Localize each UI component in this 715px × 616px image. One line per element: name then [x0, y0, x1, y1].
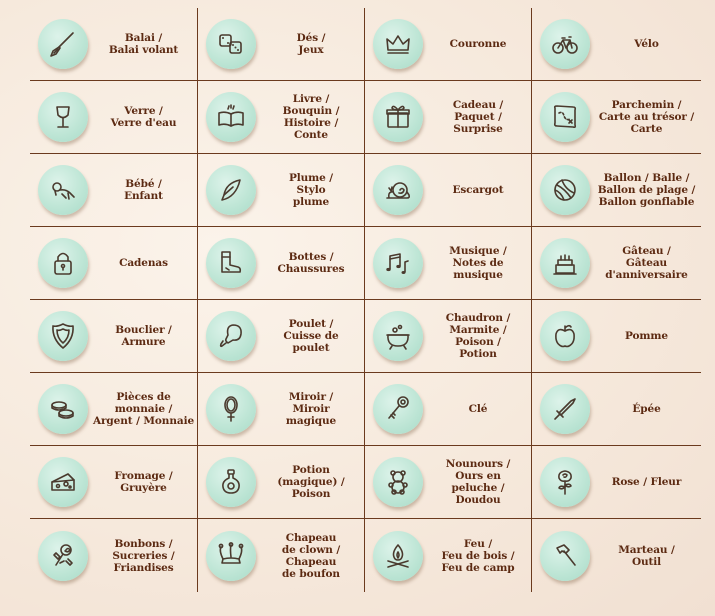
vocab-label: Pièces de monnaie / Argent / Monnaie — [92, 391, 195, 427]
vocab-cell — [198, 519, 365, 592]
glass-icon — [38, 92, 88, 142]
teddy-bear-icon — [373, 457, 423, 507]
hammer-icon — [540, 531, 590, 581]
boots-icon — [206, 238, 256, 288]
broom-icon — [38, 19, 88, 69]
music-notes-icon — [373, 238, 423, 288]
vocab-label: Épée — [632, 403, 661, 415]
baby-icon — [38, 165, 88, 215]
potion-icon — [206, 457, 256, 507]
vocab-cell — [532, 227, 701, 300]
vocab-label: Fromage / Gruyère — [114, 470, 173, 494]
vocab-label: Rose / Fleur — [611, 476, 682, 488]
vocab-cell — [30, 227, 198, 300]
vocab-label: Feu / Feu de bois / Feu de camp — [441, 537, 515, 574]
vocab-cell — [365, 81, 532, 154]
vocab-label: Chaudron / Marmite / Poison / Potion — [445, 312, 511, 360]
gift-icon — [373, 92, 423, 142]
vocab-cell — [198, 300, 365, 373]
vocab-label: Musique / Notes de musique — [449, 245, 507, 281]
vocab-label: Vélo — [634, 38, 659, 50]
vocab-cell — [532, 300, 701, 373]
cauldron-icon — [373, 311, 423, 361]
vocab-label: Clé — [468, 403, 488, 415]
map-icon — [540, 92, 590, 142]
vocab-label: Potion (magique) / Poison — [277, 464, 345, 500]
vocab-cell — [365, 154, 532, 227]
vocab-label: Balai / Balai volant — [108, 32, 179, 56]
cheese-icon — [38, 457, 88, 507]
vocab-cell — [365, 373, 532, 446]
vocab-label: Bonbons / Sucreries / Friandises — [112, 537, 175, 574]
vocab-cell — [30, 300, 198, 373]
mirror-icon — [206, 384, 256, 434]
vocab-label: Cadenas — [119, 257, 168, 269]
vocab-label: Poulet / Cuisse de poulet — [283, 318, 339, 354]
vocab-label: Ballon / Balle / Ballon de plage / Ballon gonflable — [597, 172, 696, 208]
feather-icon — [206, 165, 256, 215]
vocab-cell — [532, 154, 701, 227]
vocab-label: Nounours / Ours en peluche / Doudou — [445, 458, 511, 506]
vocab-label: Marteau / Outil — [618, 543, 675, 568]
vocab-cell — [532, 446, 701, 519]
sword-icon — [540, 384, 590, 434]
vocab-label: Dés / Jeux — [296, 32, 326, 56]
vocab-label: Bouclier / Armure — [115, 324, 172, 348]
snail-icon — [373, 165, 423, 215]
jester-hat-icon — [206, 531, 256, 581]
vocab-cell — [365, 446, 532, 519]
vocab-label: Couronne — [449, 38, 507, 50]
vocabulary-grid — [30, 8, 701, 592]
vocab-label: Verre / Verre d'eau — [110, 105, 177, 129]
vocab-label: Gâteau / Gâteau d'anniversaire — [605, 245, 688, 281]
coins-icon — [38, 384, 88, 434]
vocab-cell — [365, 300, 532, 373]
dice-icon — [206, 19, 256, 69]
vocab-label: Parchemin / Carte au trésor / Carte — [598, 99, 695, 135]
vocab-cell — [365, 8, 532, 81]
vocab-cell — [532, 519, 701, 592]
vocab-cell — [198, 8, 365, 81]
vocab-cell — [532, 373, 701, 446]
apple-icon — [540, 311, 590, 361]
bicycle-icon — [540, 19, 590, 69]
vocab-label: Livre / Bouquin / Histoire / Conte — [282, 93, 340, 141]
vocab-cell — [198, 446, 365, 519]
book-icon — [206, 92, 256, 142]
vocab-cell — [532, 81, 701, 154]
vocab-label: Bottes / Chaussures — [277, 251, 345, 275]
rose-icon — [540, 457, 590, 507]
vocab-cell — [198, 81, 365, 154]
shield-icon — [38, 311, 88, 361]
drumstick-icon — [206, 311, 256, 361]
vocab-cell — [30, 154, 198, 227]
vocab-cell — [365, 227, 532, 300]
vocab-cell — [198, 154, 365, 227]
vocab-label: Chapeau de clown / Chapeau de boufon — [281, 531, 341, 580]
padlock-icon — [38, 238, 88, 288]
vocab-label: Miroir / Miroir magique — [285, 391, 337, 427]
ball-icon — [540, 165, 590, 215]
vocab-cell — [30, 519, 198, 592]
vocab-label: Pomme — [624, 330, 669, 342]
vocab-cell — [365, 519, 532, 592]
crown-icon — [373, 19, 423, 69]
vocab-cell — [532, 8, 701, 81]
cake-icon — [540, 238, 590, 288]
vocab-label: Cadeau / Paquet / Surprise — [452, 99, 504, 135]
vocab-cell — [198, 373, 365, 446]
vocab-cell — [198, 227, 365, 300]
candy-icon — [38, 531, 88, 581]
campfire-icon — [373, 531, 423, 581]
vocab-label: Bébé / Enfant — [124, 178, 163, 202]
vocab-cell — [30, 373, 198, 446]
key-icon — [373, 384, 423, 434]
vocab-cell — [30, 81, 198, 154]
vocab-cell — [30, 8, 198, 81]
vocab-label: Plume / Stylo plume — [288, 172, 334, 208]
vocab-cell — [30, 446, 198, 519]
vocab-label: Escargot — [452, 184, 504, 196]
